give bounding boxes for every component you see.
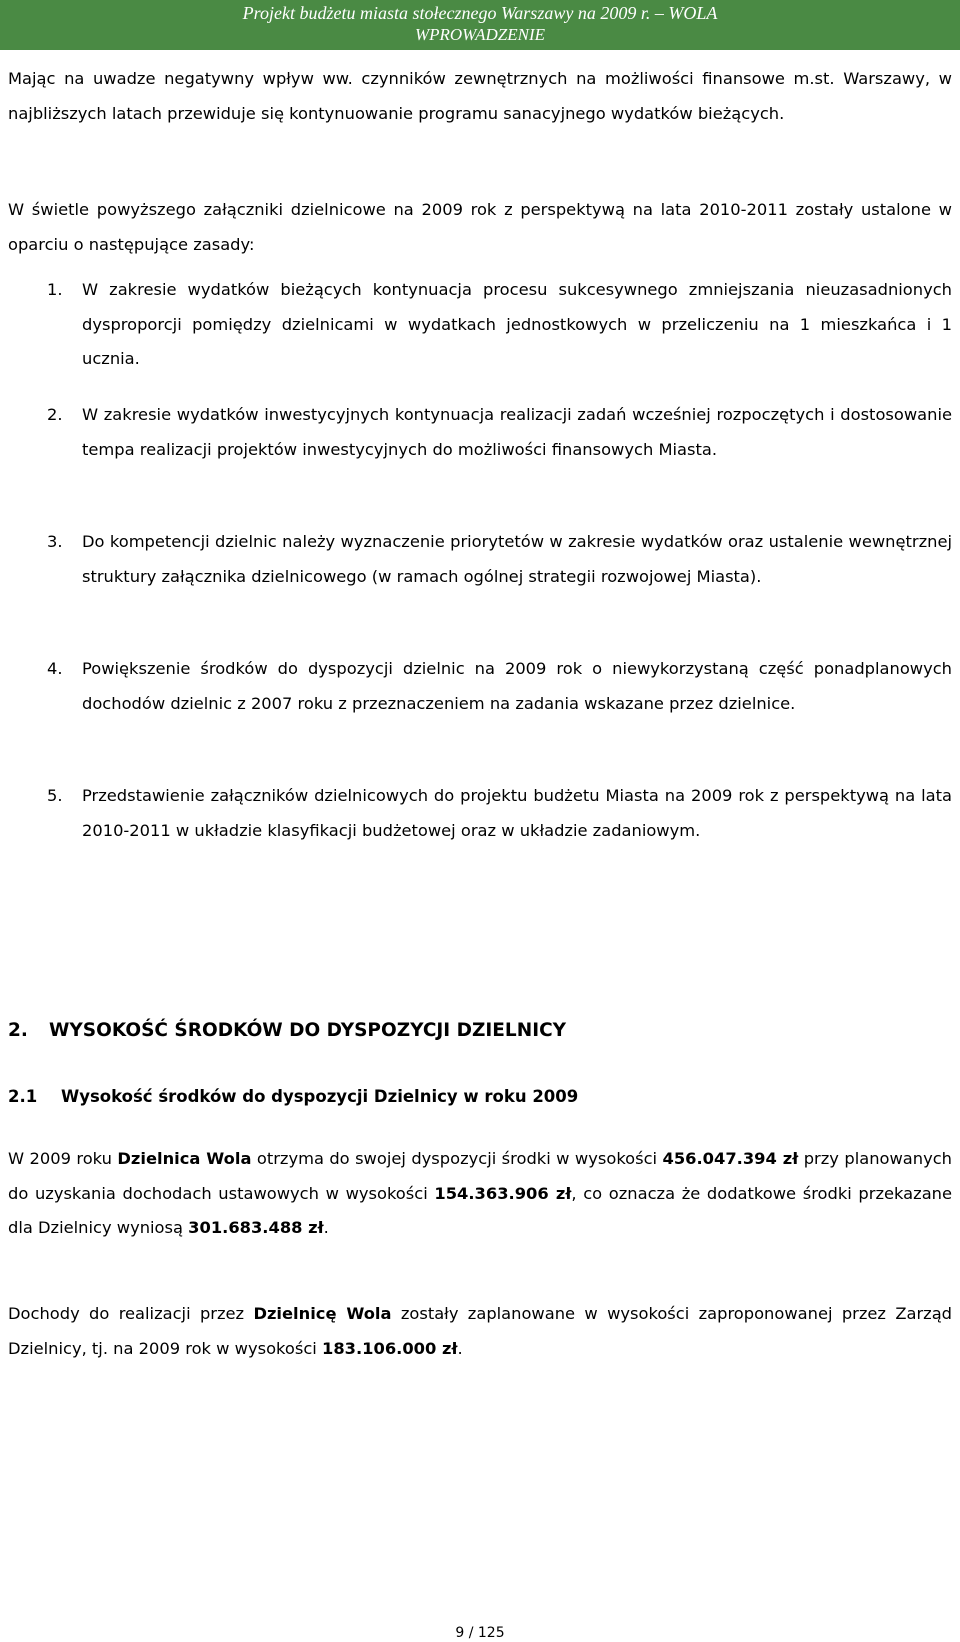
text-run: . — [323, 1218, 329, 1237]
subsection-number: 2.1 — [8, 1087, 38, 1106]
intro-paragraph-1: Mając na uwadze negatywny wpływ ww. czynników zewnętrznych na możliwości finansowe m.st. Warszawy, w najbliższych latach przewiduje się kontynuowanie programu sanacyjnego wydatków bieżących. — [8, 69, 952, 123]
amount-statutory-income: 154.363.906 zł — [434, 1183, 572, 1203]
intro-paragraph-2: W świetle powyższego załączniki dzielnicowe na 2009 rok z perspektywą na lata 2010-2011 zostały ustalone w oparciu o następujące zasady: — [8, 200, 952, 254]
district-name: Dzielnicę Wola — [253, 1304, 392, 1323]
text-run: . — [457, 1338, 463, 1358]
text-run: zostały zaplanowane w wysokości zaproponowanej przez Zarząd Dzielnicy, tj. na 2009 rok w wysokości — [8, 1304, 953, 1358]
text-run: otrzyma do swojej dyspozycji środki w wysokości — [251, 1149, 663, 1168]
rule-number: 4. — [47, 659, 63, 678]
header-subtitle: WPROWADZENIE — [414, 25, 546, 44]
section-number: 2. — [8, 1020, 28, 1041]
rule-number: 2. — [47, 405, 63, 424]
amount-income: 183.106.000 zł — [322, 1338, 458, 1358]
subsection-heading — [8, 1082, 578, 1112]
text-run: przy planowanych do uzyskania dochodach ustawowych w wysokości — [8, 1149, 952, 1203]
income-paragraph — [8, 1297, 952, 1366]
funds-paragraph — [8, 1142, 952, 1246]
section-title: WYSOKOŚĆ ŚRODKÓW DO DYSPOZYCJI DZIELNICY — [49, 1020, 567, 1041]
page-header — [0, 0, 960, 50]
district-name: Dzielnica Wola — [117, 1149, 252, 1168]
rule-item: Przedstawienie załączników dzielnicowych do projektu budżetu Miasta na 2009 rok z perspektywą na lata 2010-2011 w układzie klasyfikacji budżetowej oraz w układzie zadaniowym. — [82, 786, 952, 840]
page-number: 9 / 125 — [455, 1625, 505, 1641]
rule-item: W zakresie wydatków bieżących kontynuacja procesu sukcesywnego zmniejszania nieuzasadnionych dysproporcji pomiędzy dzielnicami w wydatkach jednostkowych w przeliczeniu na 1 mieszkańca i 1 ucznia. — [82, 280, 952, 368]
rule-number: 1. — [47, 280, 63, 299]
subsection-title: Wysokość środków do dyspozycji Dzielnicy w roku 2009 — [61, 1087, 579, 1106]
rule-number: 5. — [47, 786, 63, 805]
amount-additional: 301.683.488 zł — [188, 1218, 324, 1237]
rule-item: Powiększenie środków do dyspozycji dzielnic na 2009 rok o niewykorzystaną część ponadplanowych dochodów dzielnic z 2007 roku z przeznaczeniem na zadania wskazane przez dzielnice. — [82, 659, 952, 713]
text-run: , co oznacza że dodatkowe środki przekazane dla Dzielnicy wyniosą — [8, 1183, 953, 1237]
section-heading — [8, 1016, 566, 1046]
text-run: W 2009 roku — [8, 1149, 118, 1168]
header-title: Projekt budżetu miasta stołecznego Warszawy na 2009 r. – WOLA — [242, 3, 718, 23]
text-run: Dochody do realizacji przez — [8, 1304, 254, 1323]
amount-total: 456.047.394 zł — [662, 1149, 799, 1168]
rule-number: 3. — [47, 532, 63, 551]
rule-item: Do kompetencji dzielnic należy wyznaczenie priorytetów w zakresie wydatków oraz ustalenie wewnętrznej struktury załącznika dzielnicowego (w ramach ogólnej strategii rozwojowej Miasta). — [82, 532, 952, 586]
rule-item: W zakresie wydatków inwestycyjnych kontynuacja realizacji zadań wcześniej rozpoczętych i dostosowanie tempa realizacji projektów inwestycyjnych do możliwości finansowych Miasta. — [82, 405, 952, 459]
